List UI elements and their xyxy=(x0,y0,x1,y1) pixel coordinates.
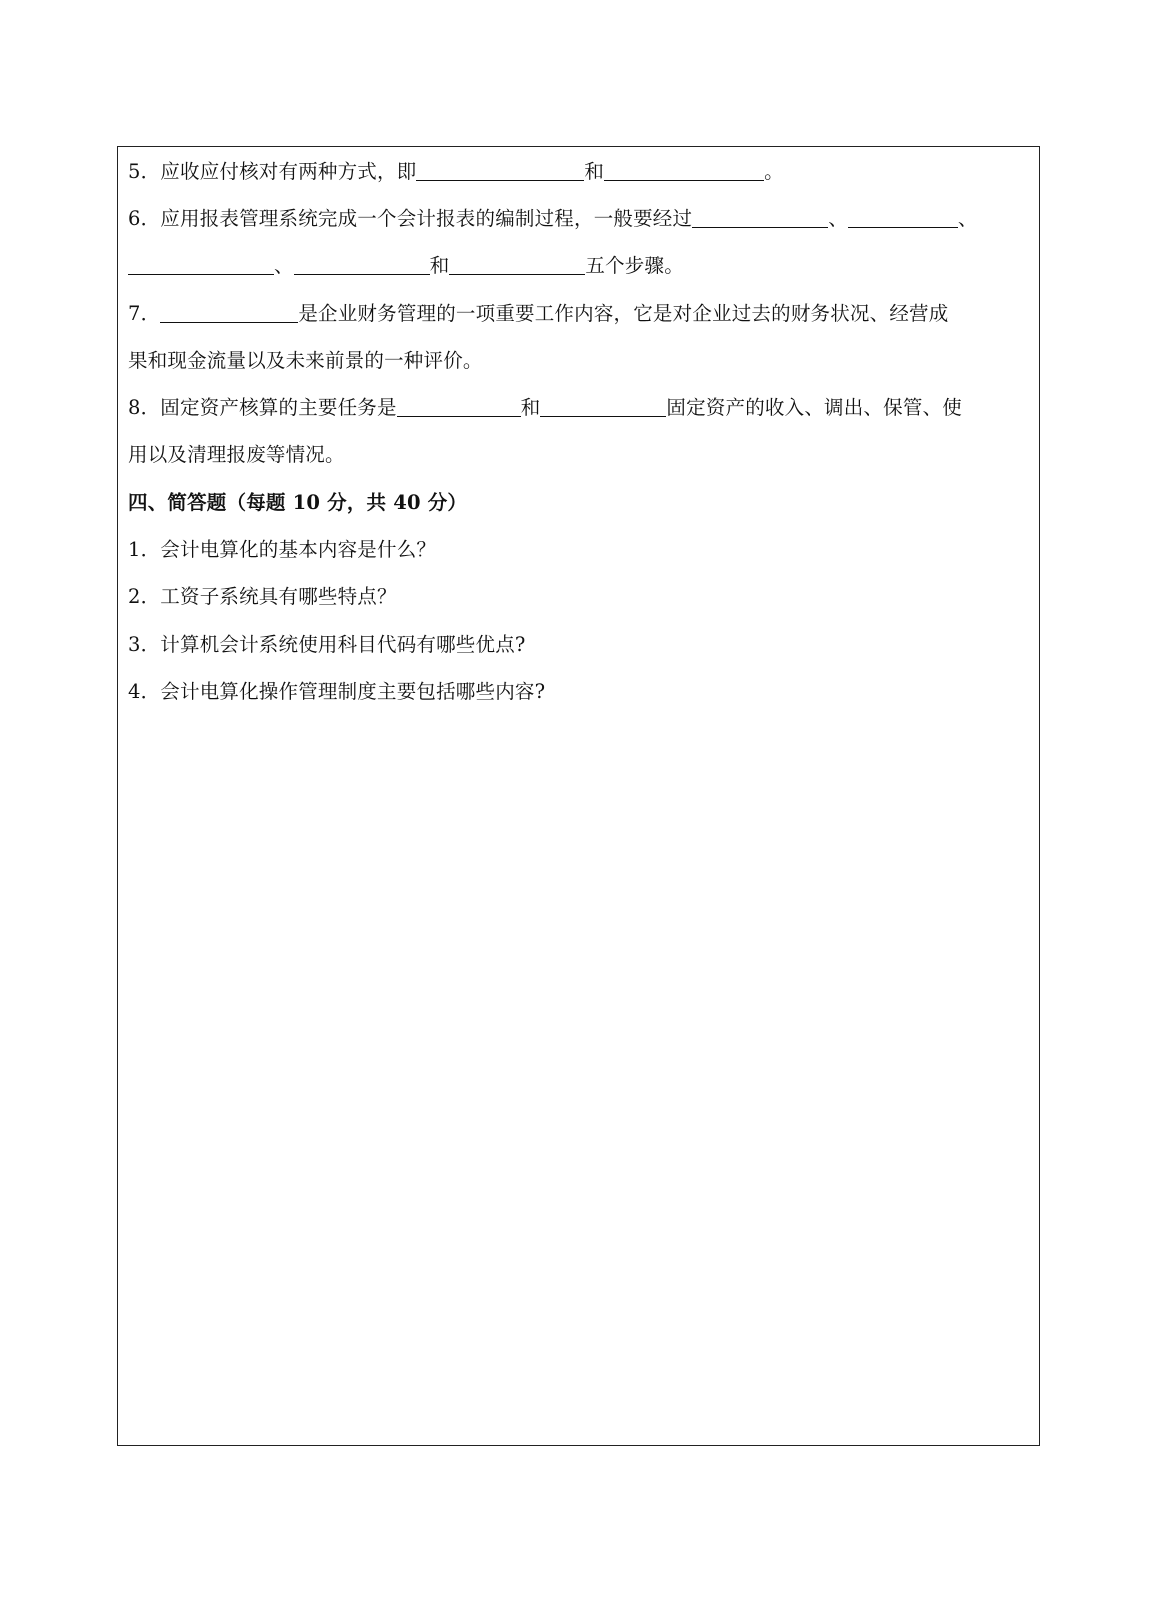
question-7-text: 是企业财务管理的一项重要工作内容，它是对企业过去的财务状况、经营成 xyxy=(298,302,949,325)
question-7-cont xyxy=(128,349,483,373)
answer-blank[interactable] xyxy=(416,161,584,181)
answer-blank[interactable] xyxy=(397,397,521,417)
answer-blank[interactable] xyxy=(449,255,585,275)
answer-blank[interactable] xyxy=(848,208,958,228)
answer-blank[interactable] xyxy=(540,397,666,417)
question-6-cont xyxy=(128,254,684,278)
question-6 xyxy=(128,207,978,231)
question-5 xyxy=(128,160,784,184)
question-6-text: 6．应用报表管理系统完成一个会计报表的编制过程，一般要经过 xyxy=(128,207,693,230)
short-answer-question: 4．会计电算化操作管理制度主要包括哪些内容? xyxy=(128,680,546,703)
separator: 、 xyxy=(828,207,848,230)
short-answer-question: 3．计算机会计系统使用科目代码有哪些优点? xyxy=(128,633,526,656)
question-5-text: 5．应收应付核对有两种方式，即 xyxy=(128,160,417,183)
answer-blank[interactable] xyxy=(128,255,274,275)
conjunction: 和 xyxy=(429,254,450,277)
answer-blank[interactable] xyxy=(160,303,298,323)
period: 。 xyxy=(764,160,784,183)
conjunction: 和 xyxy=(520,396,541,419)
separator: 、 xyxy=(957,207,978,230)
conjunction: 和 xyxy=(584,160,605,183)
question-7-text-cont: 果和现金流量以及未来前景的一种评价。 xyxy=(128,349,483,372)
question-8-text: 8．固定资产核算的主要任务是 xyxy=(128,396,397,419)
short-answer-question: 2．工资子系统具有哪些特点？ xyxy=(128,585,397,608)
answer-blank[interactable] xyxy=(604,161,764,181)
answer-blank[interactable] xyxy=(692,208,828,228)
question-8-text-c: 用以及清理报废等情况。 xyxy=(128,443,345,466)
question-8-text-b: 固定资产的收入、调出、保管、使 xyxy=(666,396,962,419)
question-6-end: 五个步骤。 xyxy=(585,254,684,277)
question-7-number: 7． xyxy=(128,302,161,325)
section-heading: 四、简答题（每题 10 分，共 40 分） xyxy=(128,491,468,514)
answer-blank[interactable] xyxy=(294,255,430,275)
separator: 、 xyxy=(274,254,294,277)
question-8-cont xyxy=(128,443,345,467)
short-answer-question: 1．会计电算化的基本内容是什么？ xyxy=(128,538,437,561)
question-7 xyxy=(128,302,948,326)
question-8 xyxy=(128,396,962,420)
exam-frame xyxy=(117,146,1040,1446)
